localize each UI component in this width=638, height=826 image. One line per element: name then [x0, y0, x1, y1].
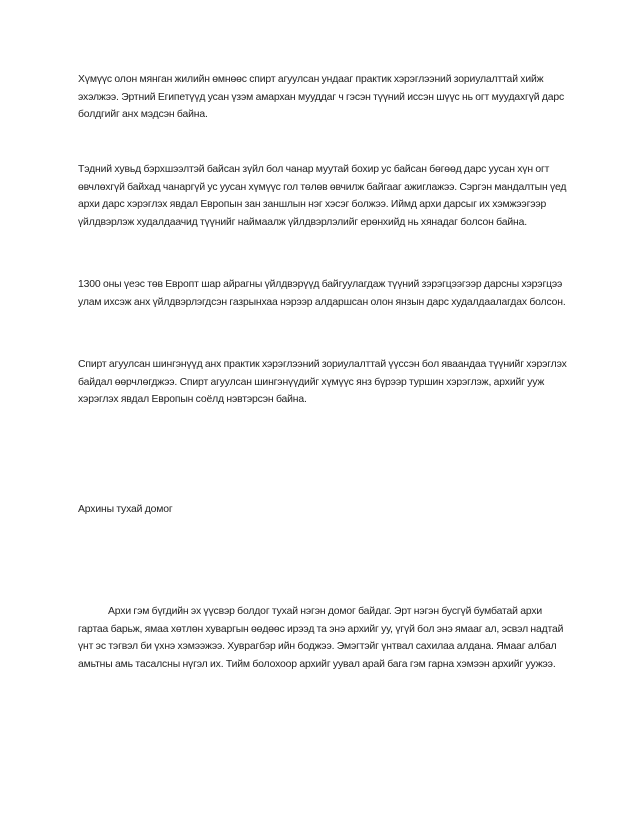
section-heading-legend: Архины тухай домог [78, 504, 173, 515]
paragraph-legend-story: Архи гэм бүгдийн эх үүсвэр болдог тухай нэгэн домог байдаг. Эрт нэгэн бусгүй бумбатай архи гартаа барьж, ямаа хөтлөн хуваргын өөдөөс ирээд та энэ архийг уу, үгүй бол энэ ямааг ал, эсвэл надтай үнт эс тэгвэл би үхнэ хэмээжээ. Хуврагбэр ийн боджээ. Эмэгтэйг үнтвал сахилаа алдана. Ямааг албал амьтны амь тасалсны нүгэл их. Тийм болохоор архийг уувал арай бага гэм гарна хэмээн архийг уужээ. [78, 606, 564, 670]
paragraph-changing-use: Спирт агуулсан шингэнүүд анх практик хэрэглээний зориулалттай үүссэн бол яваандаа түүнийг хэрэглэх байдал өөрчлөгджээ. Спирт агуулсан шингэнүүдийг хүмүүс янз бүрээр туршин хэрэглэж, архийг ууж хэрэглэх явдал Европын соёлд нэвтэрсэн байна. [78, 359, 567, 406]
paragraph-water-and-wine: Тэдний хувьд бэрхшээлтэй байсан зүйл бол чанар муутай бохир ус байсан бөгөөд дарс уусан хүн огт өвчлөхгүй байхад чанаргүй ус уусан хүмүүс гол төлөв өвчилж байгааг ажиглажээ. Сэргэн мандалтын үед архи дарс хэрэглэх явдал Европын зан заншлын нэг хэсэг болжээ. Иймд архи дарсыг их хэмжээгээр үйлдвэрлэж худалдаачид түүнийг наймаалж үйлдвэрлэлийг ерөнхийд нь хянадаг болсон байна. [78, 164, 567, 228]
paragraph-origin-of-alcohol: Хүмүүс олон мянган жилийн өмнөөс спирт агуулсан ундааг практик хэрэглээний зориулалттай хийж эхэлжээ. Эртний Египетүүд усан үзэм амархан мууддаг ч гэсэн түүний иссэн шүүс нь огт муудахгүй дарс болдгийг анх мэдсэн байна. [78, 74, 565, 121]
paragraph-european-breweries: 1300 оны үеэс төв Европт шар айрагны үйлдвэрүүд байгуулагдаж түүний зэрэгцээгээр дарсны хэрэгцээ улам ихсэж анх үйлдвэрлэгдсэн газрынхаа нэрээр алдаршсан олон янзын дарс худалдаалагдах болсон. [78, 279, 566, 308]
